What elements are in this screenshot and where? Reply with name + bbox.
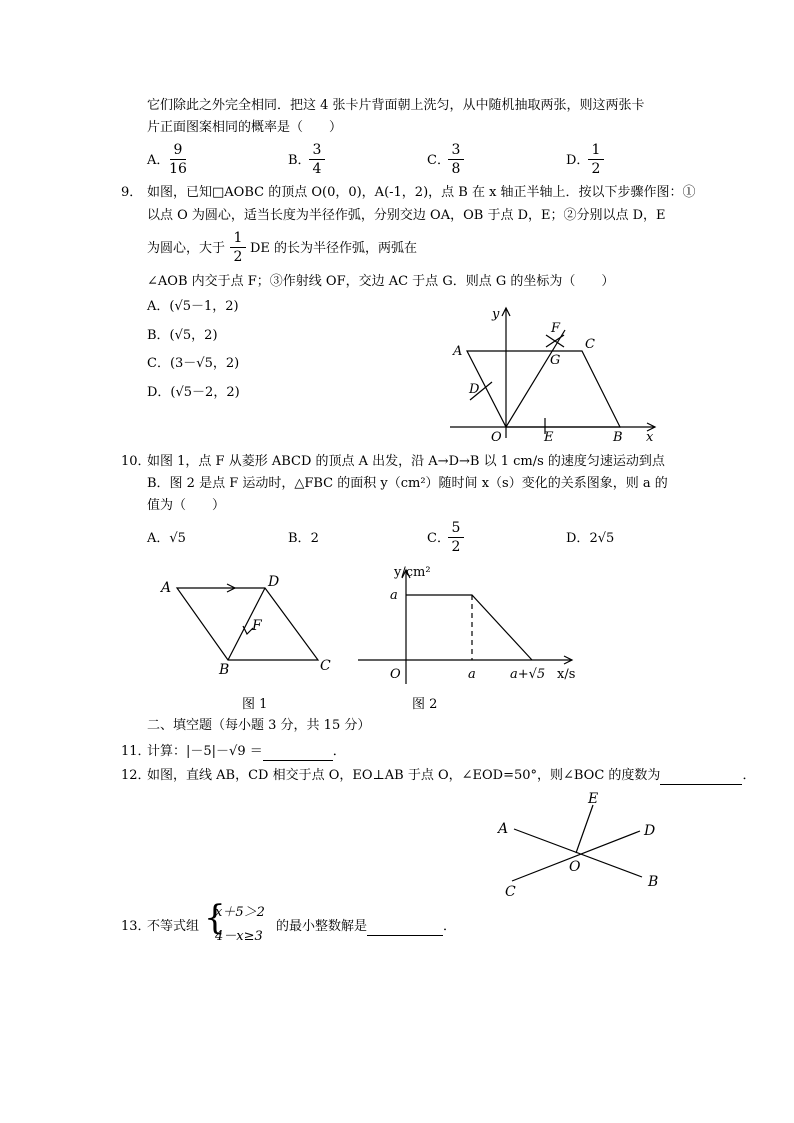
q10-fig2-graph bbox=[406, 595, 532, 660]
q10-line2: B．图 2 是点 F 运动时，△FBC 的面积 y（cm²）随时间 x（s）变化的关系图象，则 a 的 bbox=[147, 476, 668, 491]
section2-heading: 二、填空题（每小题 3 分，共 15 分） bbox=[147, 718, 371, 733]
q9-label-c: C bbox=[585, 337, 595, 352]
q10-line1: 如图 1，点 F 从菱形 ABCD 的顶点 A 出发，沿 A→D→B 以 1 cm/s 的速度匀速运动到点 bbox=[147, 454, 665, 469]
q8-line1: 它们除此之外完全相同．把这 4 张卡片背面朝上洗匀，从中随机抽取两张，则这两张卡 bbox=[147, 98, 645, 113]
q10-fig2-label-o: O bbox=[390, 667, 401, 682]
q10-option-a: A．√5 bbox=[147, 531, 186, 546]
q9-label-x: x bbox=[646, 430, 654, 445]
q10-fig2-label-a-x: a bbox=[468, 667, 476, 682]
q10-fig1-label-f: F bbox=[252, 618, 262, 634]
q10-fig1-caption: 图 1 bbox=[242, 697, 268, 710]
q10-fig1-label-d: D bbox=[268, 574, 280, 590]
q12-ray-oe bbox=[576, 805, 593, 853]
q10-fig1-label-c: C bbox=[320, 658, 331, 674]
q9-label-d: D bbox=[469, 382, 480, 397]
q13-ineq1: x＋5＞2 bbox=[215, 905, 265, 920]
q12-label-e: E bbox=[588, 791, 599, 807]
q9-parallelogram bbox=[467, 351, 620, 427]
q11-text: 计算：|－5|－√9 ＝ ． bbox=[147, 744, 346, 759]
q8-option-d-fraction: 1 2 bbox=[586, 142, 606, 177]
q8-option-a-label: A． bbox=[147, 153, 170, 168]
q8-option-a-fraction: 9 16 bbox=[169, 142, 187, 177]
q12-text: 如图，直线 AB，CD 相交于点 O，EO⊥AB 于点 O，∠EOD=50°，则∠BOC 的度数为 ． bbox=[147, 768, 756, 783]
q10-option-c-fraction: 5 2 bbox=[446, 520, 466, 555]
q9-option-a: A．(√5－1，2) bbox=[147, 299, 239, 314]
q10-fig1-label-b: B bbox=[219, 662, 230, 678]
q10-figure2 bbox=[350, 562, 590, 712]
q9-ray-of bbox=[506, 330, 565, 427]
q9-label-b: B bbox=[613, 430, 623, 445]
q12-label-c: C bbox=[505, 884, 516, 900]
q10-fig1-label-a: A bbox=[161, 580, 172, 596]
q8-option-c-label: C． bbox=[427, 153, 450, 168]
q10-option-c-label: C． bbox=[427, 531, 450, 546]
q10-fig2-label-end: a+√5 bbox=[510, 667, 546, 682]
q11-answer-blank[interactable] bbox=[263, 760, 333, 761]
q9-figure bbox=[440, 300, 670, 450]
q12-label-o: O bbox=[569, 859, 581, 875]
q9-label-g: G bbox=[550, 353, 561, 368]
q13-post: 的最小整数解是 ． bbox=[276, 919, 457, 934]
q9-option-b: B．(√5，2) bbox=[147, 328, 218, 343]
q9-number: 9． bbox=[121, 185, 143, 200]
q13-number: 13． bbox=[121, 919, 151, 934]
q10-fig2-ylabel: y/cm² bbox=[394, 565, 431, 580]
q9-label-f: F bbox=[551, 321, 561, 336]
q10-line3: 值为（ ） bbox=[147, 498, 226, 513]
q13-brace: { bbox=[204, 898, 226, 938]
q9-line3-post: DE 的长为半径作弧，两弧在 bbox=[250, 241, 418, 256]
q9-option-d: D．(√5－2，2) bbox=[147, 385, 240, 400]
q12-label-a: A bbox=[498, 821, 509, 837]
q12-number: 12． bbox=[121, 768, 151, 783]
q9-label-a: A bbox=[453, 344, 463, 359]
q9-line3-pre: 为圆心，大于 bbox=[147, 241, 226, 256]
q13-pre: 不等式组 bbox=[147, 919, 200, 934]
q8-line2: 片正面图案相同的概率是（ ） bbox=[147, 120, 343, 135]
q8-option-c-fraction: 3 8 bbox=[446, 142, 466, 177]
q9-line2: 以点 O 为圆心，适当长度为半径作弧，分别交边 OA，OB 于点 D，E；②分别以点 D，E bbox=[147, 208, 666, 223]
q13-ineq2: 4－x≥3 bbox=[215, 929, 263, 944]
q8-option-d-label: D． bbox=[566, 153, 590, 168]
q10-figure1 bbox=[155, 570, 345, 710]
q9-line4: ∠AOB 内交于点 F；③作射线 OF，交边 AC 于点 G．则点 G 的坐标为（ ） bbox=[147, 274, 615, 289]
q8-option-b-label: B． bbox=[288, 153, 311, 168]
q8-option-b-fraction: 3 4 bbox=[307, 142, 327, 177]
q12-label-b: B bbox=[648, 874, 659, 890]
q12-label-d: D bbox=[644, 823, 656, 839]
q10-rhombus bbox=[177, 588, 318, 660]
q9-label-o: O bbox=[491, 430, 502, 445]
q9-option-c: C．(3－√5，2) bbox=[147, 356, 240, 371]
q10-fig2-xlabel: x/s bbox=[557, 667, 576, 682]
q9-half-fraction: 1 2 bbox=[228, 230, 248, 265]
q10-fig2-caption: 图 2 bbox=[412, 697, 438, 712]
q9-label-y: y bbox=[492, 307, 500, 322]
q10-fig2-label-a-y: a bbox=[390, 588, 398, 603]
q10-option-d: D．2√5 bbox=[566, 531, 615, 546]
q10-option-b: B．2 bbox=[288, 531, 319, 546]
q9-label-e: E bbox=[544, 430, 554, 445]
q12-figure bbox=[490, 785, 680, 900]
q11-number: 11． bbox=[121, 744, 151, 759]
q9-line1: 如图，已知□AOBC 的顶点 O(0，0)，A(-1，2)，点 B 在 x 轴正半轴上．按以下步骤作图：① bbox=[147, 185, 696, 200]
q10-number: 10． bbox=[121, 454, 151, 469]
q13-answer-blank[interactable] bbox=[367, 935, 443, 936]
